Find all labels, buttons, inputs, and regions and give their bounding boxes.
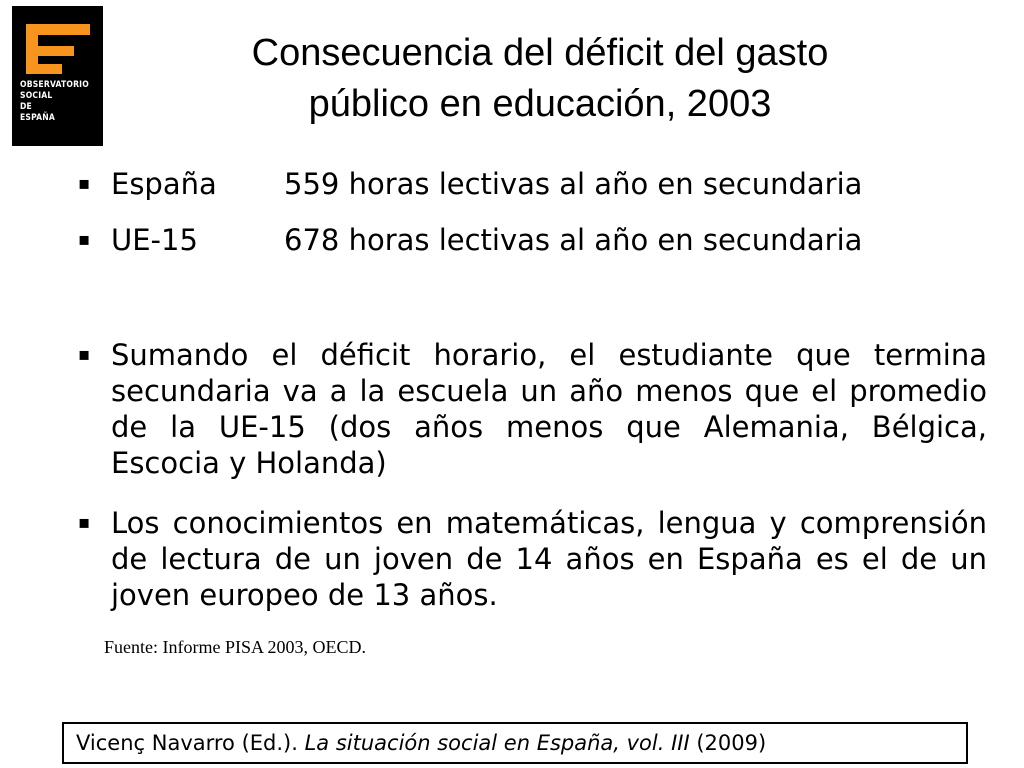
paragraph-school-deficit: Sumando el déficit horario, el estudiante que termina secundaria va a la escuela un año menos que el promedio de la UE-15 (dos años menos que Alemania, Bélgica, Escocia y Holanda)	[111, 338, 987, 480]
slide-title	[150, 28, 930, 130]
comparison-name: UE-15	[111, 223, 198, 257]
citation-work: La situación social en España, vol. III	[304, 731, 690, 755]
bullet-marker: ▪	[78, 512, 91, 533]
observatorio-logo	[12, 6, 103, 146]
logo-bar-bottom	[26, 64, 62, 74]
bullet-marker: ▪	[78, 229, 91, 250]
logo-text	[20, 80, 89, 124]
slide-title-line-1: Consecuencia del déficit del gasto	[251, 32, 829, 74]
source-note: Fuente: Informe PISA 2003, OECD.	[104, 637, 366, 657]
logo-bar-middle	[26, 46, 74, 56]
citation-year: (2009)	[689, 731, 767, 755]
bullet-marker: ▪	[78, 344, 91, 365]
logo-text-line: OBSERVATORIO	[20, 80, 89, 90]
paragraph-knowledge-gap: Los conocimientos en matemáticas, lengua y comprensión de lectura de un joven de 14 años en España es el de un joven europeo de 13 años.	[111, 506, 987, 612]
slide-title-line-2: público en educación, 2003	[308, 83, 772, 125]
comparison-name: España	[111, 167, 217, 201]
citation-author: Vicenç Navarro (Ed.).	[76, 731, 305, 755]
logo-text-line: ESPAÑA	[20, 113, 55, 123]
logo-text-line: DE	[20, 102, 32, 112]
bullet-marker: ▪	[78, 173, 91, 194]
comparison-desc: 559 horas lectivas al año en secundaria	[284, 167, 863, 201]
citation-box	[62, 722, 968, 764]
comparison-desc: 678 horas lectivas al año en secundaria	[284, 223, 863, 257]
logo-text-line: SOCIAL	[20, 91, 53, 101]
